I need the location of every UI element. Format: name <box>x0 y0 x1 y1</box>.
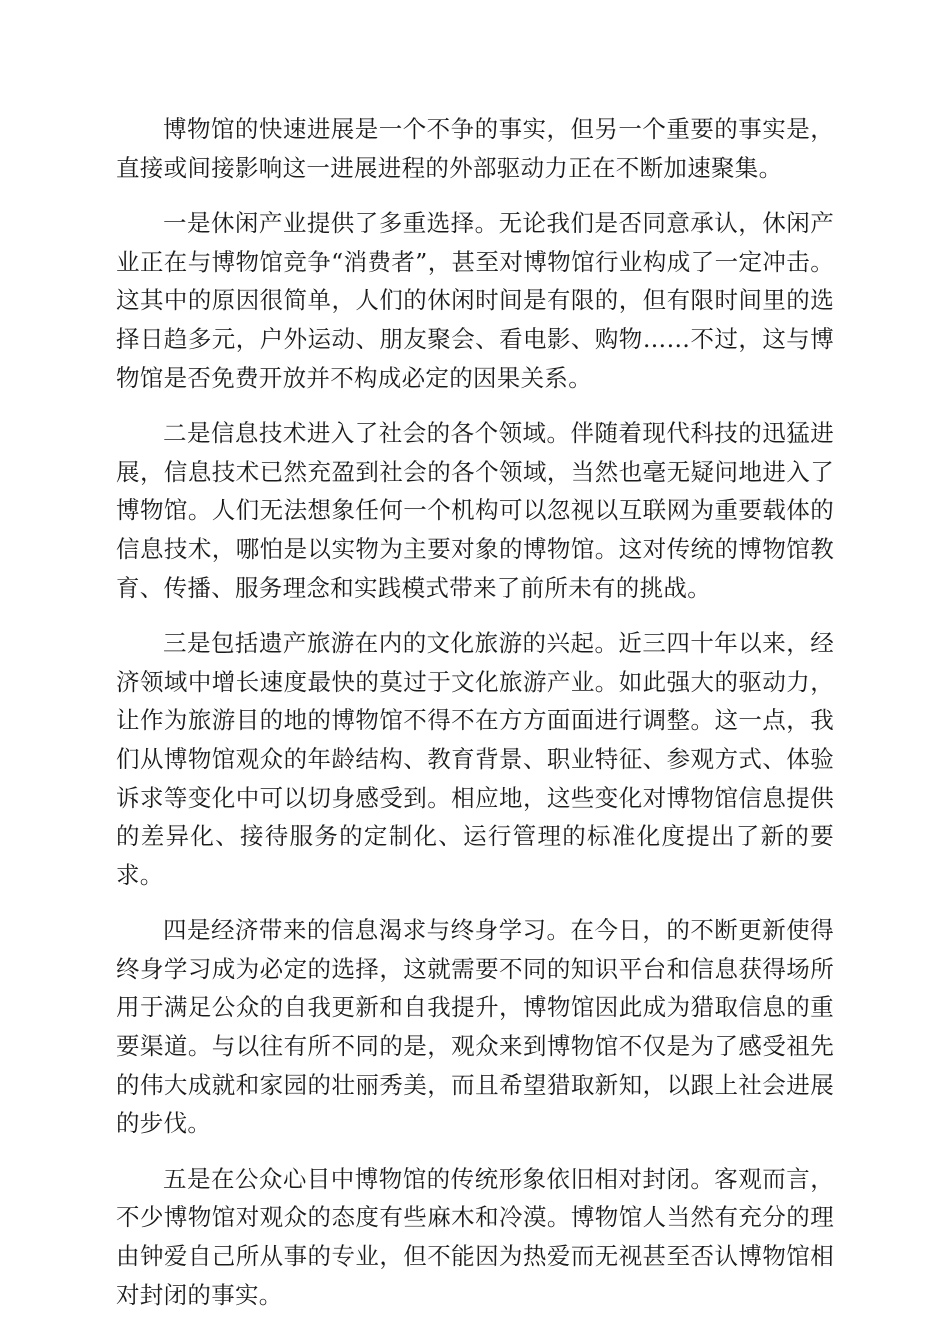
paragraph-museum-image: 五是在公众心目中博物馆的传统形象依旧相对封闭。客观而言，不少博物馆对观众的态度有些麻木和冷漠。博物馆人当然有充分的理由钟爱自己所从事的专业，但不能因为热爱而无视甚至否认博物馆相对封闭的事实。 <box>116 1164 834 1309</box>
paragraph-cultural-tourism: 三是包括遗产旅游在内的文化旅游的兴起。近三四十年以来，经济领域中增长速度最快的莫过于文化旅游产业。如此强大的驱动力，让作为旅游目的地的博物馆不得不在方方面面进行调整。这一点，我们从博物馆观众的年龄结构、教育背景、职业特征、参观方式、体验诉求等变化中可以切身感受到。相应地，这些变化对博物馆信息提供的差异化、接待服务的定制化、运行管理的标准化度提出了新的要求。 <box>116 629 834 889</box>
paragraph-intro: 博物馆的快速进展是一个不争的事实，但另一个重要的事实是，直接或间接影响这一进展进程的外部驱动力正在不断加速聚集。 <box>116 115 834 182</box>
paragraph-lifelong-learning: 四是经济带来的信息渴求与终身学习。在今日，的不断更新使得终身学习成为必定的选择，这就需要不同的知识平台和信息获得场所用于满足公众的自我更新和自我提升，博物馆因此成为猎取信息的重要渠道。与以往有所不同的是，观众来到博物馆不仅是为了感受祖先的伟大成就和家园的壮丽秀美，而且希望猎取新知，以跟上社会进展的步伐。 <box>116 916 834 1138</box>
paragraph-information-technology: 二是信息技术进入了社会的各个领域。伴随着现代科技的迅猛进展，信息技术已然充盈到社会的各个领域，当然也毫无疑问地进入了博物馆。人们无法想象任何一个机构可以忽视以互联网为重要载体的信息技术，哪怕是以实物为主要对象的博物馆。这对传统的博物馆教育、传播、服务理念和实践模式带来了前所未有的挑战。 <box>116 419 834 602</box>
paragraph-leisure-industry: 一是休闲产业提供了多重选择。无论我们是否同意承认，休闲产业正在与博物馆竞争“消费者”，甚至对博物馆行业构成了一定冲击。这其中的原因很简单，人们的休闲时间是有限的，但有限时间里的选择日趋多元，户外运动、朋友聚会、看电影、购物……不过，这与博物馆是否免费开放并不构成必定的因果关系。 <box>116 209 834 392</box>
article-body <box>116 110 834 1331</box>
